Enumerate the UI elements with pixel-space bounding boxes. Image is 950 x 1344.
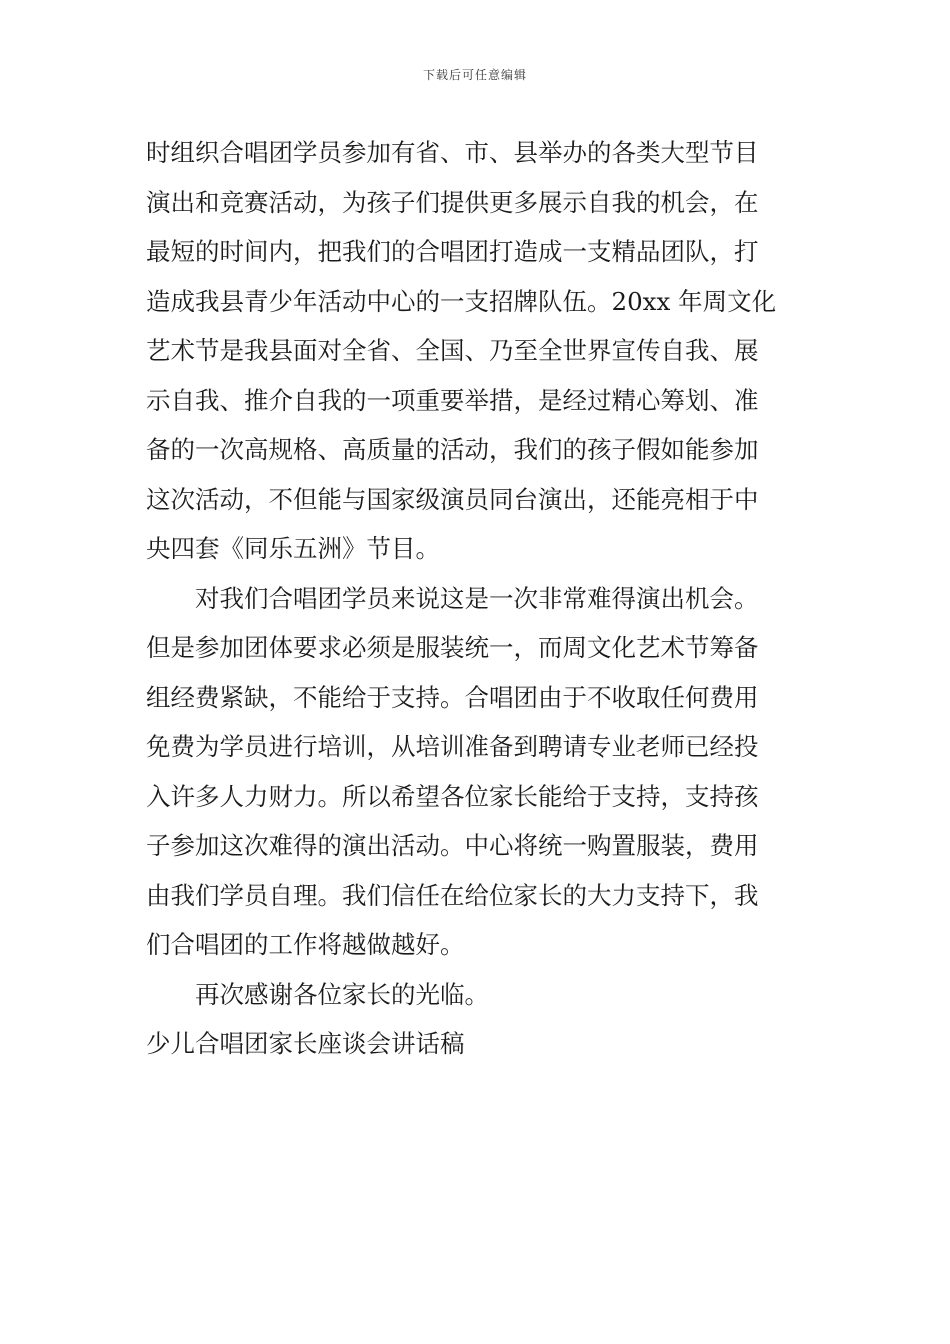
paragraph (146, 970, 806, 1020)
text-line: 央四套《同乐五洲》节目。 (146, 534, 440, 563)
text-line: 艺术节是我县面对全省、全国、乃至全世界宣传自我、展 (146, 336, 759, 365)
text-line: 这次活动，不但能与国家级演员同台演出，还能亮相于中 (146, 484, 759, 514)
text-line: 由我们学员自理。我们信任在给位家长的大力支持下，我 (146, 880, 759, 910)
text-line: 对我们合唱团学员来说这是一次非常难得演出机会。 (195, 583, 759, 613)
text-line: 时组织合唱团学员参加有省、市、县举办的各类大型节目 (146, 138, 759, 167)
text-line: 入许多人力财力。所以希望各位家长能给于支持，支持孩 (146, 781, 759, 811)
document-title (146, 1019, 806, 1069)
text-line: 再次感谢各位家长的光临。 (195, 979, 489, 1009)
text-line: 们合唱团的工作将越做越好。 (146, 930, 465, 959)
text-line: 演出和竞赛活动，为孩子们提供更多展示自我的机会，在 (146, 187, 759, 217)
document-body (146, 128, 806, 1069)
text-line: 最短的时间内，把我们的合唱团打造成一支精品团队，打 (146, 237, 759, 266)
text-line: 但是参加团体要求必须是服装统一，而周文化艺术节筹备 (146, 633, 759, 662)
text-line: 子参加这次难得的演出活动。中心将统一购置服装，费用 (146, 831, 759, 860)
text-line: 组经费紧缺，不能给于支持。合唱团由于不收取任何费用 (146, 682, 759, 712)
paragraph (146, 574, 806, 970)
text-line: 免费为学员进行培训，从培训准备到聘请专业老师已经投 (146, 732, 759, 761)
text-line: 示自我、推介自我的一项重要举措，是经过精心筹划、准 (146, 385, 759, 415)
paragraph (146, 128, 806, 574)
text-line: 备的一次高规格、高质量的活动，我们的孩子假如能参加 (146, 435, 759, 464)
page-header: 下载后可任意编辑 (422, 68, 527, 82)
text-line: 造成我县青少年活动中心的一支招牌队伍。20xx 年周文化 (146, 286, 777, 316)
text-line: 少儿合唱团家长座谈会讲话稿 (146, 1029, 465, 1058)
